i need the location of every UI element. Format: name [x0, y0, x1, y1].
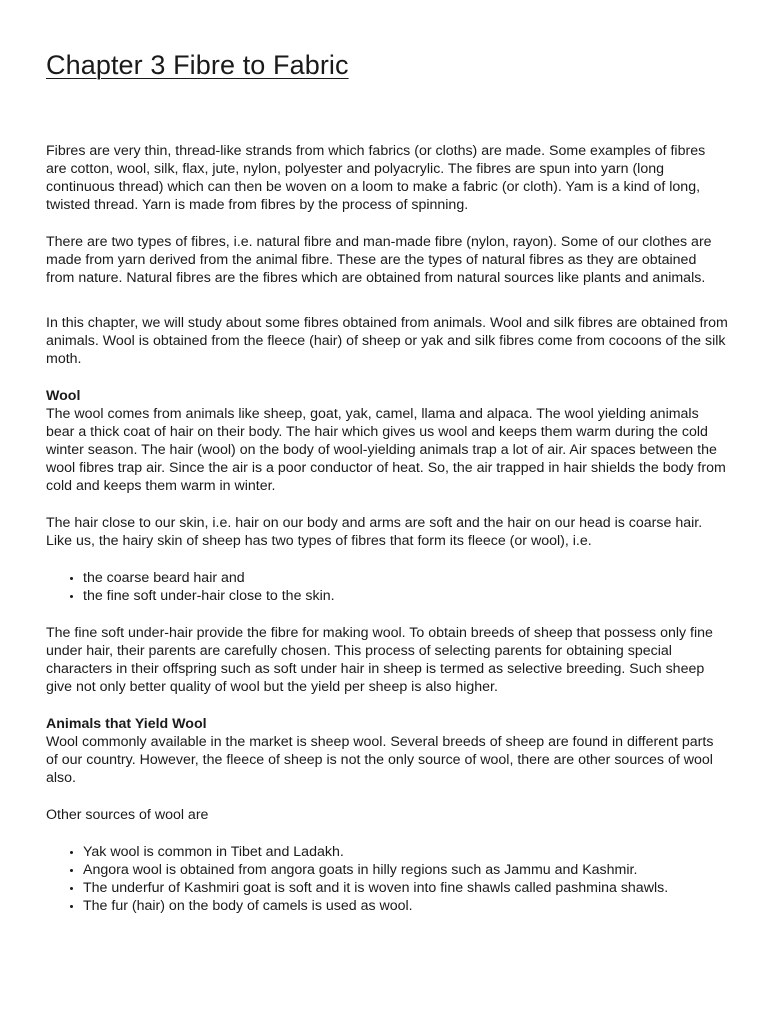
fibre-types-list: [46, 569, 728, 605]
list-item: • The underfur of Kashmiri goat is soft and it is woven into fine shawls called pashmina shawls.: [83, 879, 728, 897]
list-item: • the fine soft under-hair close to the skin.: [83, 587, 728, 605]
paragraph-fibre-types: There are two types of fibres, i.e. natural fibre and man-made fibre (nylon, rayon). Some of our clothes are made from yarn derived from the animal fibre. These are the types of natural fibres as they are obtained from nature. Natural fibres are the fibres which are obtained from natural sources like plants and animals.: [46, 234, 712, 286]
animals-heading: Animals that Yield Wool: [46, 716, 207, 732]
wool-heading: Wool: [46, 388, 81, 404]
list-item: • Angora wool is obtained from angora goats in hilly regions such as Jammu and Kashmir.: [83, 861, 728, 879]
paragraph-fibres-intro: Fibres are very thin, thread-like strands from which fabrics (or cloths) are made. Some examples of fibres are cotton, wool, silk, flax, jute, nylon, polyester and polyacrylic. The fibres are spun into yarn (long continuous thread) which can then be woven on a loom to make a fabric (or cloth). Yam is a kind of long, twisted thread. Yarn is made from fibres by the process of spinning.: [46, 143, 706, 213]
wool-body: The wool comes from animals like sheep, goat, yak, camel, llama and alpaca. The wool yielding animals bear a thick coat of hair on their body. The hair which gives us wool and keeps them warm during the cold winter season. The hair (wool) on the body of wool-yielding animals trap a lot of air. Air spaces between the wool fibres trap air. Since the air is a poor conductor of heat. So, the air trapped in hair shields the body from cold and keeps them warm in winter.: [46, 406, 726, 494]
animals-section: [46, 715, 728, 787]
wool-section: [46, 387, 728, 495]
list-item: • The fur (hair) on the body of camels is used as wool.: [83, 897, 728, 915]
list-item: • the coarse beard hair and: [83, 569, 728, 587]
list-item: • Yak wool is common in Tibet and Ladakh.: [83, 843, 728, 861]
paragraph-selective-breeding: The fine soft under-hair provide the fibre for making wool. To obtain breeds of sheep that possess only fine under hair, their parents are carefully chosen. This process of selecting parents for obtaining special characters in their offspring such as soft under hair in sheep is termed as selective breeding. Such sheep give not only better quality of wool but the yield per sheep is also higher.: [46, 625, 713, 695]
paragraph-hair-types: The hair close to our skin, i.e. hair on our body and arms are soft and the hair on our head is coarse hair. Like us, the hairy skin of sheep has two types of fibres that form its fleece (or wool), i.e.: [46, 515, 703, 549]
page-title: Chapter 3 Fibre to Fabric: [46, 50, 349, 80]
animals-body: Wool commonly available in the market is sheep wool. Several breeds of sheep are found in different parts of our country. However, the fleece of sheep is not the only source of wool, there are other sources of wool also.: [46, 734, 714, 786]
paragraph-animal-fibres: In this chapter, we will study about some fibres obtained from animals. Wool and silk fibres are obtained from animals. Wool is obtained from the fleece (hair) of sheep or yak and silk fibres come from cocoons of the silk moth.: [46, 315, 728, 367]
other-sources-list: [46, 843, 728, 915]
paragraph-other-sources: Other sources of wool are: [46, 807, 209, 823]
